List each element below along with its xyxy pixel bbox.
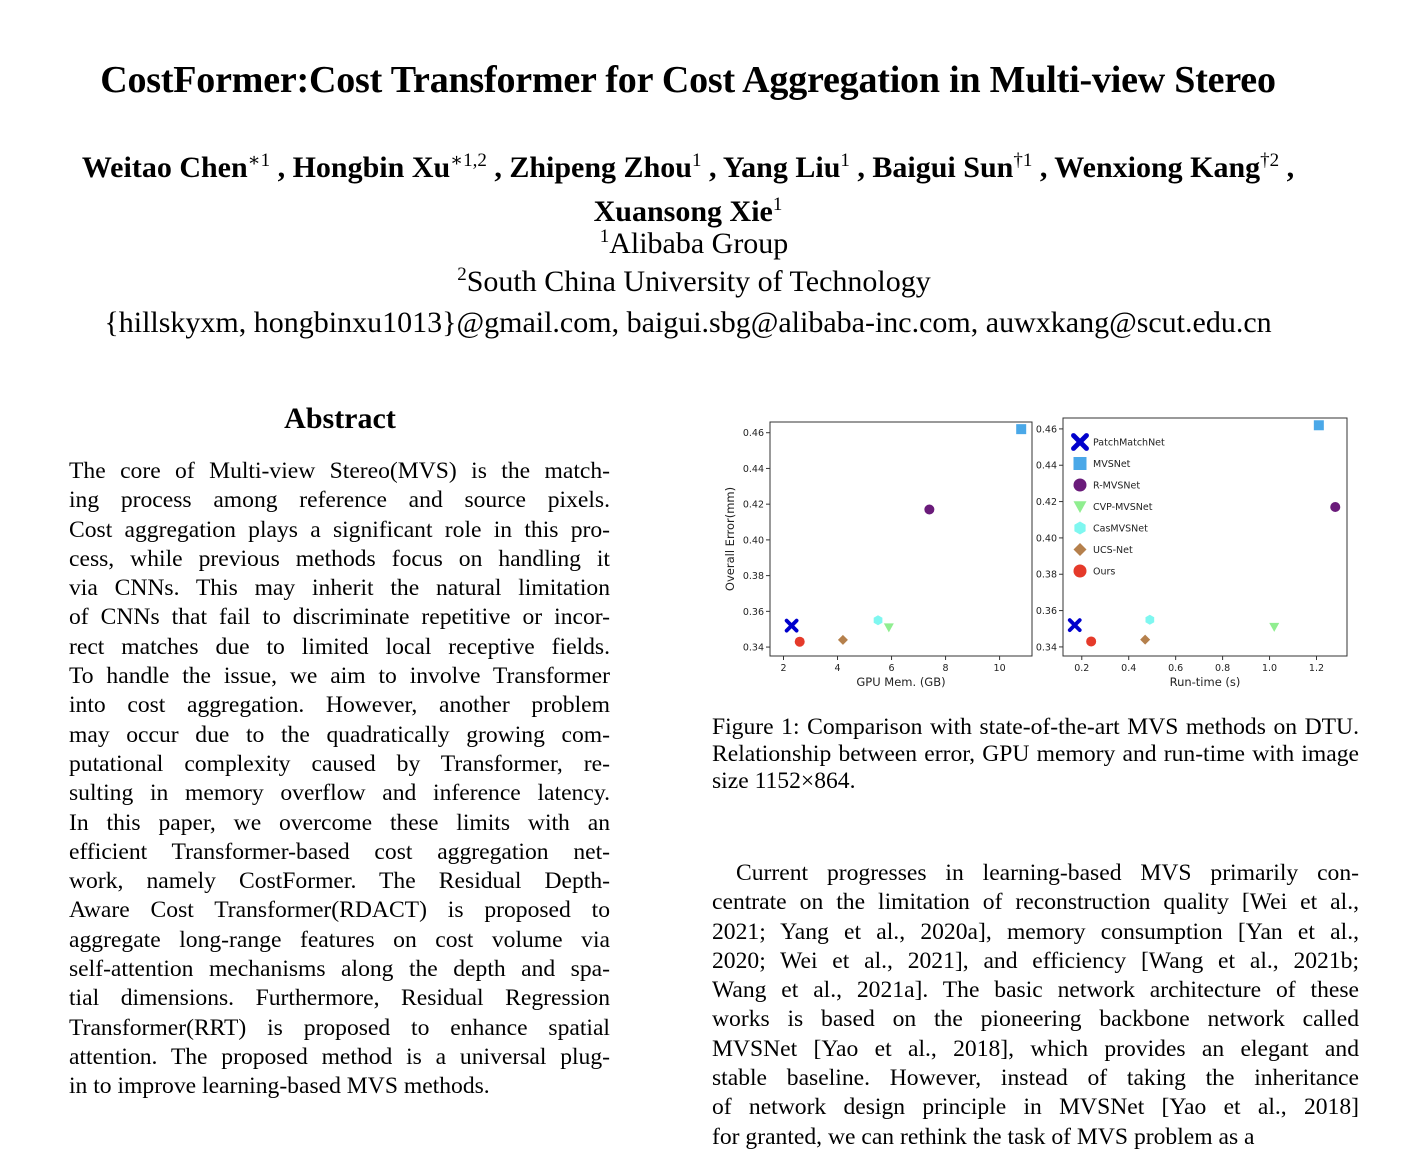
author-marker: †2: [1260, 150, 1280, 171]
y-tick-label: 0.40: [1035, 533, 1057, 545]
legend-marker-ucs-net: [1074, 543, 1087, 556]
text-line: of CNNs that fail to discriminate repetitive or incor-: [69, 604, 610, 631]
legend-label: UCS-Net: [1093, 545, 1133, 556]
x-tick-label: 0.6: [1168, 663, 1184, 674]
legend-label: R-MVSNet: [1093, 480, 1141, 492]
data-point-cvp-mvsnet: [1269, 623, 1279, 632]
y-tick-label: 0.34: [742, 642, 764, 654]
author-name: Wenxiong Kang: [1054, 151, 1261, 184]
text-line: In this paper, we overcome these limits with an: [69, 809, 610, 836]
data-point-casmvsnet: [874, 615, 883, 625]
x-tick-label: 1.0: [1261, 663, 1278, 674]
data-point-ucs-net: [838, 635, 848, 645]
data-point-cvp-mvsnet: [884, 623, 894, 632]
author-name: Hongbin Xu: [292, 151, 451, 184]
affiliation-1: [0, 226, 1388, 261]
text-line: Aware Cost Transformer(RDACT) is proposed to: [69, 897, 610, 924]
author-name: Yang Liu: [722, 151, 841, 184]
text-line: Cost aggregation plays a significant role in this pro-: [69, 516, 610, 543]
y-tick-label: 0.40: [742, 535, 764, 547]
text-line: of network design principle in MVSNet [Yao et al., 2018]: [712, 1094, 1359, 1121]
author-name: Baigui Sun: [872, 151, 1014, 184]
legend-label: Ours: [1093, 566, 1116, 578]
text-line: 2020; Wei et al., 2021], and efficiency [Wang et al., 2021b;: [712, 947, 1359, 974]
legend-marker-mvsnet: [1074, 457, 1087, 470]
text-line: Wang et al., 2021a]. The basic network architecture of these: [712, 977, 1359, 1004]
text-line: centrate on the limitation of reconstruction quality [Wei et al.,: [712, 889, 1359, 916]
text-line: tial dimensions. Furthermore, Residual Regression: [69, 985, 610, 1012]
author-separator: ,: [486, 151, 510, 184]
author-separator: ,: [270, 151, 293, 184]
caption-line: size 1152×864.: [712, 768, 856, 794]
y-tick-label: 0.46: [742, 428, 764, 440]
x-tick-label: 6: [888, 663, 895, 674]
x-tick-label: 2: [780, 663, 787, 674]
legend-label: CVP-MVSNet: [1093, 502, 1153, 513]
y-tick-label: 0.42: [742, 499, 764, 511]
data-point-ours: [1086, 636, 1096, 646]
author-emails: {hillskyxm, hongbinxu1013}@gmail.com, baigui.sbg@alibaba-inc.com, auwxkang@scut.edu.cn: [104, 306, 1272, 339]
y-tick-label: 0.46: [1035, 424, 1057, 436]
author-separator: ,: [1032, 151, 1055, 184]
data-point-mvsnet: [1314, 420, 1324, 430]
text-line: cess, while previous methods focus on handling it: [69, 545, 610, 572]
figure-1-scatter-plots: [712, 410, 1372, 700]
y-tick-label: 0.36: [742, 606, 764, 618]
y-tick-label: 0.42: [1035, 497, 1057, 509]
x-tick-label: 1.2: [1308, 663, 1325, 674]
text-line: MVSNet [Yao et al., 2018], which provides an elegant and: [712, 1035, 1359, 1062]
data-point-r-mvsnet: [924, 505, 934, 515]
author-marker: 1: [691, 150, 702, 171]
author-marker: †1: [1013, 150, 1033, 171]
text-line: ing process among reference and source pixels.: [69, 487, 610, 514]
text-line: into cost aggregation. However, another problem: [69, 692, 610, 719]
affiliation-2-marker: 2: [457, 264, 467, 285]
text-line: for granted, we can rethink the task of MVS problem as a: [712, 1123, 1255, 1150]
plot-frame: [770, 422, 1032, 656]
x-axis-label: GPU Mem. (GB): [856, 675, 946, 689]
text-line: rect matches due to limited local receptive fields.: [69, 633, 610, 660]
text-line: sulting in memory overflow and inference latency.: [69, 780, 610, 807]
legend-marker-ours: [1074, 565, 1087, 578]
x-tick-label: 8: [942, 663, 949, 674]
text-line: stable baseline. However, instead of taking the inheritance: [712, 1065, 1359, 1092]
y-tick-label: 0.44: [742, 463, 764, 475]
data-point-casmvsnet: [1146, 615, 1155, 625]
figure-1-caption: [712, 714, 1359, 795]
author-marker: 1: [772, 194, 783, 215]
text-line: works is based on the pioneering backbone network called: [712, 1006, 1359, 1033]
x-tick-label: 0.2: [1074, 663, 1090, 674]
affiliation-2: [0, 264, 1388, 299]
text-line: To handle the issue, we aim to involve Transformer: [69, 663, 610, 690]
legend-marker-r-mvsnet: [1074, 479, 1087, 492]
text-line: may occur due to the quadratically growing com-: [69, 721, 610, 748]
x-tick-label: 4: [834, 663, 841, 674]
caption-line: Relationship between error, GPU memory and run-time with image: [712, 741, 1359, 767]
x-axis-label: Run-time (s): [1169, 675, 1241, 689]
legend-marker-cvp-mvsnet: [1074, 501, 1087, 513]
text-line: aggregate long-range features on cost volume via: [69, 926, 610, 953]
paper-title: CostFormer:Cost Transformer for Cost Aggregation in Multi-view Stereo: [100, 59, 1276, 101]
x-tick-label: 0.4: [1121, 663, 1137, 674]
author-name: Zhipeng Zhou: [509, 151, 692, 184]
text-line: The core of Multi-view Stereo(MVS) is the match-: [69, 458, 610, 484]
x-tick-label: 10: [993, 663, 1006, 674]
text-line: Current progresses in learning-based MVS primarily con-: [736, 860, 1359, 886]
affiliation-1-marker: 1: [599, 226, 610, 247]
text-line: via CNNs. This may inherit the natural limitation: [69, 575, 610, 602]
legend-label: CasMVSNet: [1093, 523, 1148, 535]
author-marker: ∗1: [247, 150, 271, 171]
legend-label: MVSNet: [1093, 459, 1131, 470]
legend-label: PatchMatchNet: [1093, 437, 1165, 449]
text-line: efficient Transformer-based cost aggregation net-: [69, 838, 610, 865]
author-list: [60, 142, 1316, 230]
author-marker: ∗1,2: [450, 150, 487, 171]
author-marker: 1: [840, 150, 850, 171]
affiliation-2-name: South China University of Technology: [466, 265, 931, 298]
data-point-mvsnet: [1016, 424, 1026, 434]
x-tick-label: 0.8: [1215, 663, 1231, 674]
affiliation-1-name: Alibaba Group: [609, 227, 789, 260]
data-point-patchmatchnet: [1070, 620, 1080, 630]
y-tick-label: 0.44: [1035, 460, 1057, 472]
y-axis-label: Overall Error(mm): [723, 486, 737, 592]
legend-marker-patchmatchnet: [1074, 436, 1087, 449]
text-line: 2021; Yang et al., 2020a], memory consumption [Yan et al.,: [712, 918, 1359, 945]
text-line: attention. The proposed method is a universal plug-: [69, 1043, 610, 1070]
plot-frame: [1063, 418, 1347, 656]
y-tick-label: 0.36: [1035, 606, 1057, 618]
author-separator: ,: [849, 151, 873, 184]
abstract-text: [69, 457, 610, 1102]
text-line: self-attention mechanisms along the depth and spa-: [69, 956, 610, 983]
data-point-r-mvsnet: [1330, 502, 1340, 512]
author-name: Xuansong Xie: [593, 195, 773, 228]
author-name: Weitao Chen: [81, 151, 248, 184]
abstract-heading: Abstract: [284, 402, 396, 435]
author-separator: ,: [1279, 151, 1295, 184]
data-point-ours: [795, 637, 805, 647]
y-tick-label: 0.38: [742, 571, 764, 583]
y-tick-label: 0.38: [1035, 569, 1057, 581]
text-line: Transformer(RRT) is proposed to enhance spatial: [69, 1014, 610, 1041]
legend-marker-casmvsnet: [1074, 522, 1085, 535]
body-text: [712, 859, 1359, 1152]
author-separator: ,: [701, 151, 723, 184]
data-point-patchmatchnet: [787, 621, 797, 631]
text-line: in to improve learning-based MVS methods.: [69, 1073, 490, 1100]
text-line: putational complexity caused by Transformer, re-: [69, 750, 610, 777]
y-tick-label: 0.34: [1035, 642, 1057, 654]
caption-line: Figure 1: Comparison with state-of-the-art MVS methods on DTU.: [712, 714, 1359, 740]
data-point-ucs-net: [1140, 635, 1150, 645]
text-line: work, namely CostFormer. The Residual Depth-: [69, 868, 610, 895]
